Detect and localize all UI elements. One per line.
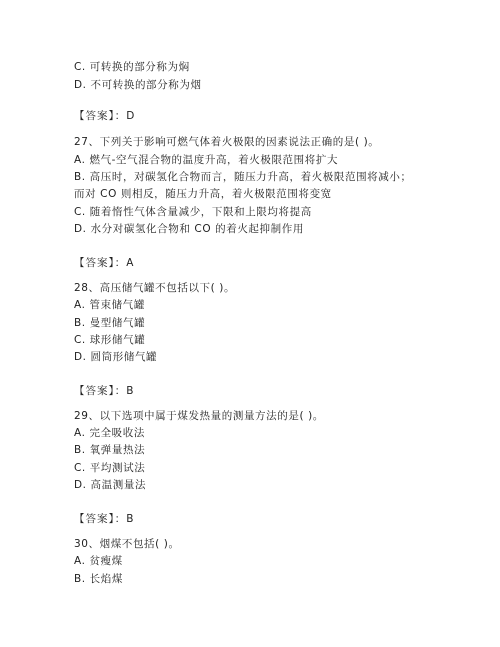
q28-question: 28、高压储气罐不包括以下( )。 — [74, 282, 236, 294]
q27-option-c: C. 随着惰性气体含量减少，下限和上限均将提高 — [74, 206, 312, 218]
q29-option-c: C. 平均测试法 — [74, 462, 146, 474]
q26-option-d: D. 不可转换的部分称为烟 — [74, 79, 202, 91]
q28-option-b: B. 曼型储气罐 — [74, 317, 146, 329]
q30-option-b: B. 长焰煤 — [74, 573, 123, 585]
q27-option-a: A. 燃气-空气混合物的温度升高，着火极限范围将扩大 — [74, 154, 339, 166]
q27-question: 27、下列关于影响可燃气体着火极限的因素说法正确的是( )。 — [74, 136, 380, 148]
q29-option-d: D. 高温测量法 — [74, 479, 147, 491]
q27-answer: 【答案】：A — [74, 257, 135, 269]
q26-option-c: C. 可转换的部分称为焖 — [74, 61, 190, 73]
q27-option-d: D. 水分对碳氢化合物和 CO 的着火起抑制作用 — [74, 223, 304, 235]
q28-option-d: D. 圆筒形储气罐 — [74, 351, 158, 363]
q28-option-c: C. 球形储气罐 — [74, 334, 146, 346]
q26-answer: 【答案】：D — [74, 110, 136, 122]
q27-option-b: B. 高压时，对碳氢化合物而言，随压力升高，着火极限范围将减小； — [74, 171, 412, 183]
q30-option-a: A. 贫瘦煤 — [74, 555, 123, 567]
q28-answer: 【答案】：B — [74, 385, 135, 397]
q30-question: 30、烟煤不包括( )。 — [74, 538, 180, 550]
q29-option-a: A. 完全吸收法 — [74, 427, 145, 439]
q29-answer: 【答案】：B — [74, 513, 135, 525]
q29-question: 29、以下选项中属于煤发热量的测量方法的是( )。 — [74, 410, 324, 422]
q27-option-b-continued: 而对 CO 则相反，随压力升高，着火极限范围将变宽 — [74, 188, 332, 200]
q29-option-b: B. 氧弹量热法 — [74, 444, 146, 456]
q28-option-a: A. 管束储气罐 — [74, 299, 145, 311]
